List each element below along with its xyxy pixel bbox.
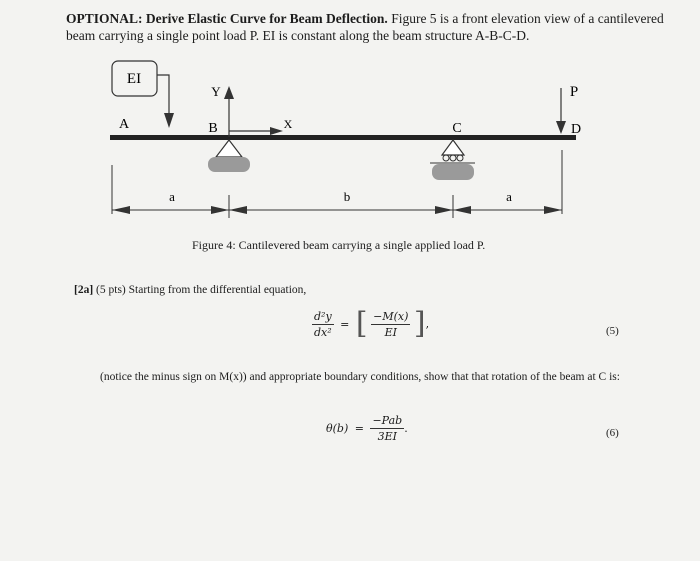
support-c-roller-2: [450, 155, 456, 161]
dim-label-b: b: [343, 189, 351, 204]
support-c-base: [432, 164, 474, 180]
eq6-period: .: [404, 422, 408, 435]
load-p-label: P: [569, 84, 579, 100]
eq6-lhs: θ(b): [326, 422, 349, 435]
figure-caption: Figure 4: Cantilevered beam carrying a single applied load P.: [192, 238, 486, 252]
eq6-rhs-num: −Pab: [372, 414, 403, 427]
support-c-roller-3: [457, 155, 463, 161]
eq5-lhs: [312, 310, 334, 339]
support-b-pin: [216, 140, 242, 157]
eq5-bracket-right: ]: [413, 306, 426, 341]
dim-arrow: [112, 206, 130, 214]
point-b-label: B: [208, 121, 218, 136]
problem-2a-statement: [74, 284, 306, 296]
dim-arrow: [229, 206, 247, 214]
dim-label-a1: a: [169, 189, 175, 204]
equation-6-number: (6): [606, 427, 619, 439]
equation-6: [326, 414, 408, 443]
eq5-rhs-num: −M(x): [373, 309, 409, 323]
problem-text: (5 pts) Starting from the differential equation,: [93, 284, 307, 296]
x-axis-label: X: [283, 117, 293, 131]
ei-label: EI: [126, 71, 142, 87]
notice-text: (notice the minus sign on M(x)) and appropriate boundary conditions, show that that rotation of the beam at C is:: [100, 371, 620, 383]
x-axis-arrow: [270, 127, 283, 135]
eq5-rhs: [371, 310, 410, 339]
ei-leader: [157, 75, 169, 115]
dim-arrow: [544, 206, 562, 214]
eq5-bracket-left: [: [355, 306, 368, 341]
problem-tag: [2a]: [74, 284, 94, 296]
support-c-pin: [442, 140, 464, 155]
ei-arrow-head: [164, 113, 174, 128]
equation-5-number: (5): [606, 325, 619, 337]
eq6-rhs: [370, 414, 404, 443]
eq5-comma: ,: [425, 317, 430, 331]
eq6-rhs-den: 3EI: [377, 430, 398, 443]
support-b-base: [208, 157, 250, 172]
point-c-label: C: [452, 121, 462, 136]
eq5-lhs-num: d²y: [314, 309, 332, 323]
eq5-rhs-den: EI: [384, 325, 397, 339]
dim-label-a2: a: [506, 189, 512, 204]
point-a-label: A: [118, 117, 130, 132]
load-p-arrow: [556, 121, 566, 134]
dim-arrow: [453, 206, 471, 214]
eq5-equals: =: [340, 317, 350, 331]
y-axis-arrow: [224, 86, 234, 99]
y-axis-label: Y: [211, 84, 221, 99]
dim-arrow: [435, 206, 453, 214]
support-c-roller-1: [443, 155, 449, 161]
beam: [110, 135, 576, 140]
eq5-lhs-den: dx²: [314, 325, 332, 339]
dim-arrow: [211, 206, 229, 214]
problem-intro-text: Figure 5 is a front elevation view of a cantilevered beam carrying a single point load P. EI is constant along the beam structure A-B-C-D.: [66, 11, 664, 43]
problem-title: OPTIONAL: Derive Elastic Curve for Beam Deflection.: [66, 11, 388, 26]
eq6-equals: =: [354, 422, 364, 435]
point-d-label: D: [570, 122, 582, 137]
equation-5: [312, 306, 430, 341]
